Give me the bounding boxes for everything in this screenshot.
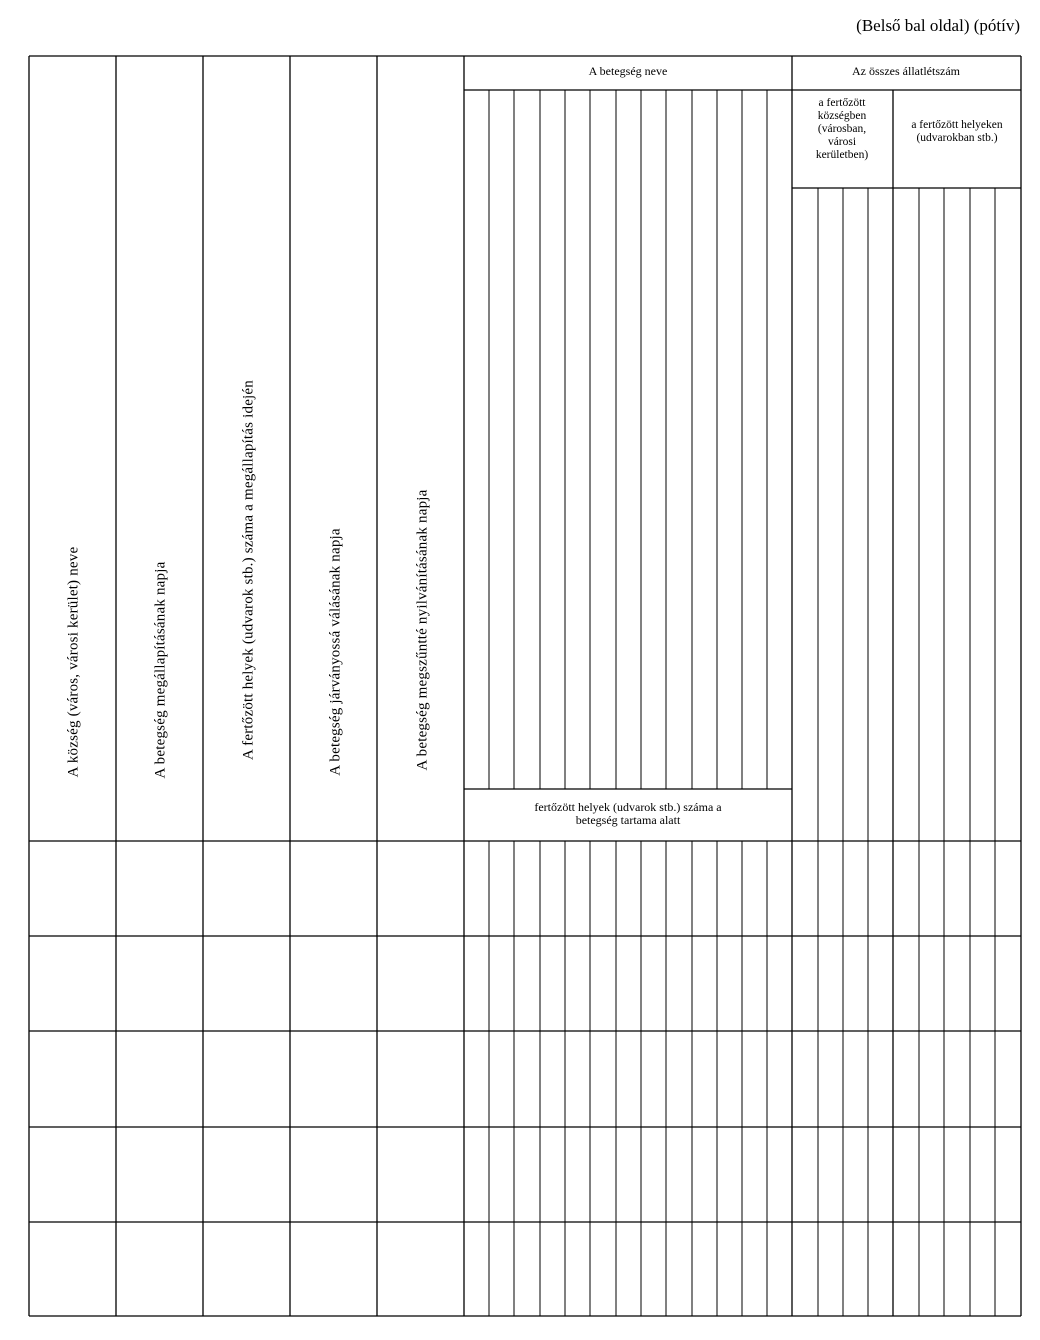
header-infected-places-during: fertőzött helyek (udvarok stb.) száma a betegség tartama alatt: [534, 800, 722, 827]
header-disease-name: A betegség neve: [588, 64, 668, 78]
header-municipality-name: A község (város, városi kerület) neve: [65, 546, 82, 778]
header-total-livestock: Az összes állatlétszám: [852, 64, 960, 78]
header-in-infected-municipality: a fertőzött községben (városban, városi kerületben): [815, 97, 869, 161]
header-at-infected-places: a fertőzött helyeken (udvarokban stb.): [911, 119, 1003, 144]
header-infected-places-at-detection: A fertőzött helyek (udvarok stb.) száma a megállapítás idején: [240, 380, 257, 760]
header-epidemic-date: A betegség járványossá válásának napja: [327, 528, 344, 776]
header-detection-date: A betegség megállapításának napja: [152, 561, 169, 779]
header-end-declared-date: A betegség megszűntté nyilvánításának napja: [414, 489, 431, 771]
page-label: (Belső bal oldal) (pótív): [856, 16, 1020, 35]
